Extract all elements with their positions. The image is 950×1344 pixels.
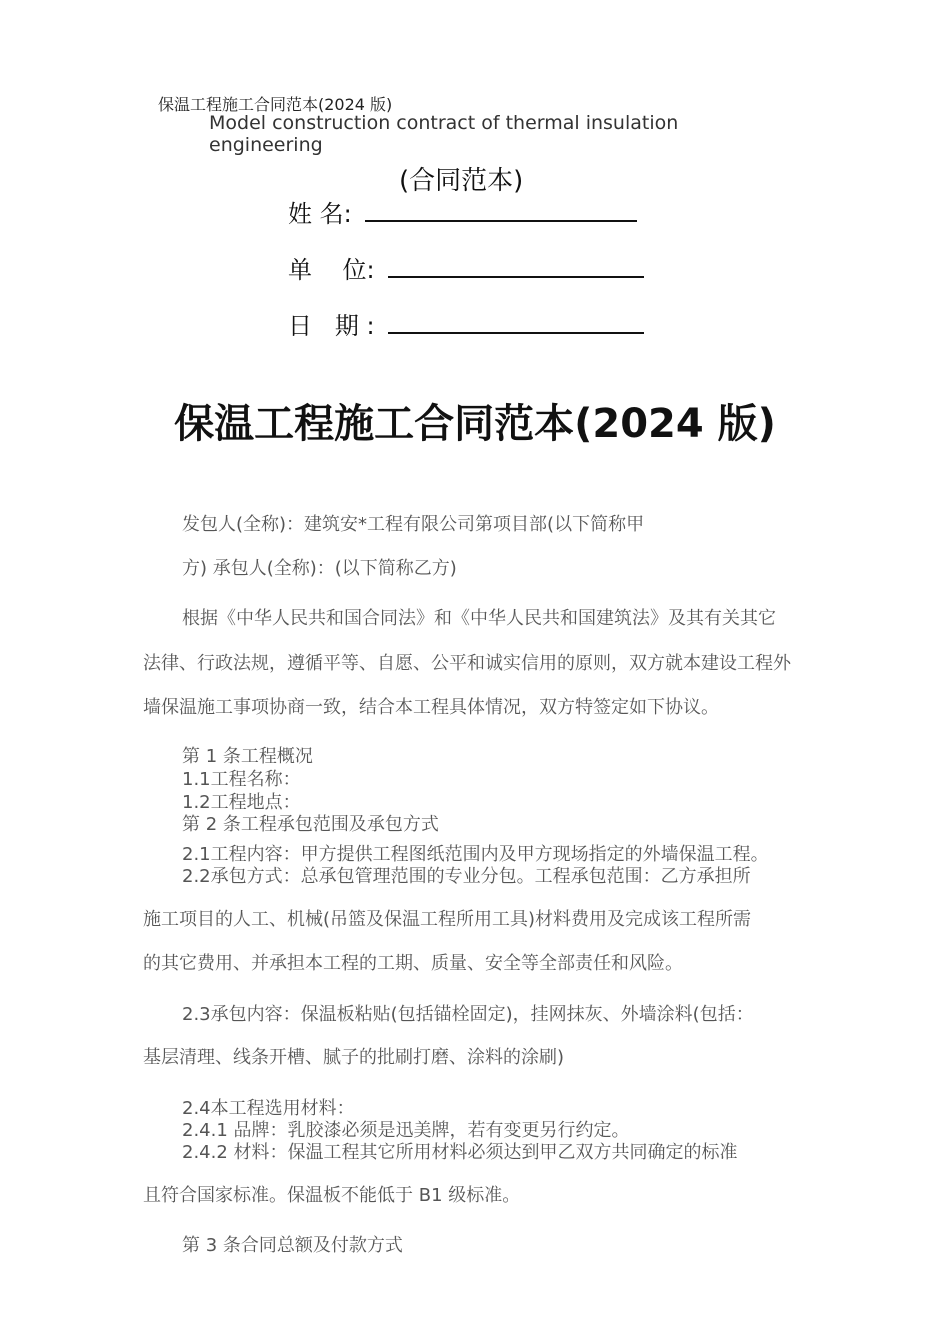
running-header-title: 保温工程施工合同范本(2024 版) <box>158 95 393 114</box>
clause-2-1: 2.1工程内容：甲方提供工程图纸范围内及甲方现场指定的外墙保温工程。 <box>182 844 769 865</box>
unit-blank-line <box>388 254 644 278</box>
clause-2-4-2-line: 2.4.2 材料：保温工程其它所用材料必须达到甲乙双方共同确定的标准 <box>182 1142 738 1163</box>
article-1-heading: 第 1 条工程概况 <box>182 746 313 767</box>
clause-2-2-line: 2.2承包方式：总承包管理范围的专业分包。工程承包范围：乙方承担所 <box>182 866 751 887</box>
name-blank-line <box>365 198 637 222</box>
template-subtitle: (合同范本) <box>399 166 524 196</box>
clause-2-4: 2.4本工程选用材料： <box>182 1098 355 1119</box>
clause-1-1: 1.1工程名称： <box>182 769 301 790</box>
name-field <box>288 194 637 229</box>
article-3-heading: 第 3 条合同总额及付款方式 <box>182 1235 403 1256</box>
unit-field <box>288 250 644 285</box>
unit-label: 单 位: <box>288 256 375 284</box>
clause-2-2-line: 的其它费用、并承担本工程的工期、质量、安全等全部责任和风险。 <box>143 953 683 974</box>
intro-paragraph-line: 墙保温施工事项协商一致，结合本工程具体情况，双方特签定如下协议。 <box>143 697 719 718</box>
article-2-heading: 第 2 条工程承包范围及承包方式 <box>182 814 439 835</box>
party-a-line: 发包人(全称)：建筑安*工程有限公司第项目部(以下简称甲 <box>182 514 645 535</box>
date-field <box>288 306 644 341</box>
party-b-line: 方) 承包人(全称)：(以下简称乙方) <box>182 558 457 579</box>
date-blank-line <box>388 310 644 334</box>
intro-paragraph-line: 根据《中华人民共和国合同法》和《中华人民共和国建筑法》及其有关其它 <box>182 608 776 629</box>
clause-2-3-line: 基层清理、线条开槽、腻子的批刷打磨、涂料的涂刷) <box>143 1047 565 1068</box>
main-title: 保温工程施工合同范本(2024 版) <box>174 401 776 447</box>
english-title: Model construction contract of thermal insulation engineering <box>209 112 679 156</box>
clause-2-4-2-line: 且符合国家标准。保温板不能低于 B1 级标准。 <box>143 1185 521 1206</box>
intro-paragraph-line: 法律、行政法规，遵循平等、自愿、公平和诚实信用的原则，双方就本建设工程外 <box>143 653 791 674</box>
name-label: 姓 名: <box>288 200 352 228</box>
clause-2-2-line: 施工项目的人工、机械(吊篮及保温工程所用工具)材料费用及完成该工程所需 <box>143 909 752 930</box>
clause-2-3-line: 2.3承包内容：保温板粘贴(包括锚栓固定)，挂网抹灰、外墙涂料(包括： <box>182 1004 754 1025</box>
date-label: 日 期 : <box>288 312 375 340</box>
clause-1-2: 1.2工程地点： <box>182 792 301 813</box>
clause-2-4-1: 2.4.1 品牌：乳胶漆必须是迅美牌，若有变更另行约定。 <box>182 1120 630 1141</box>
